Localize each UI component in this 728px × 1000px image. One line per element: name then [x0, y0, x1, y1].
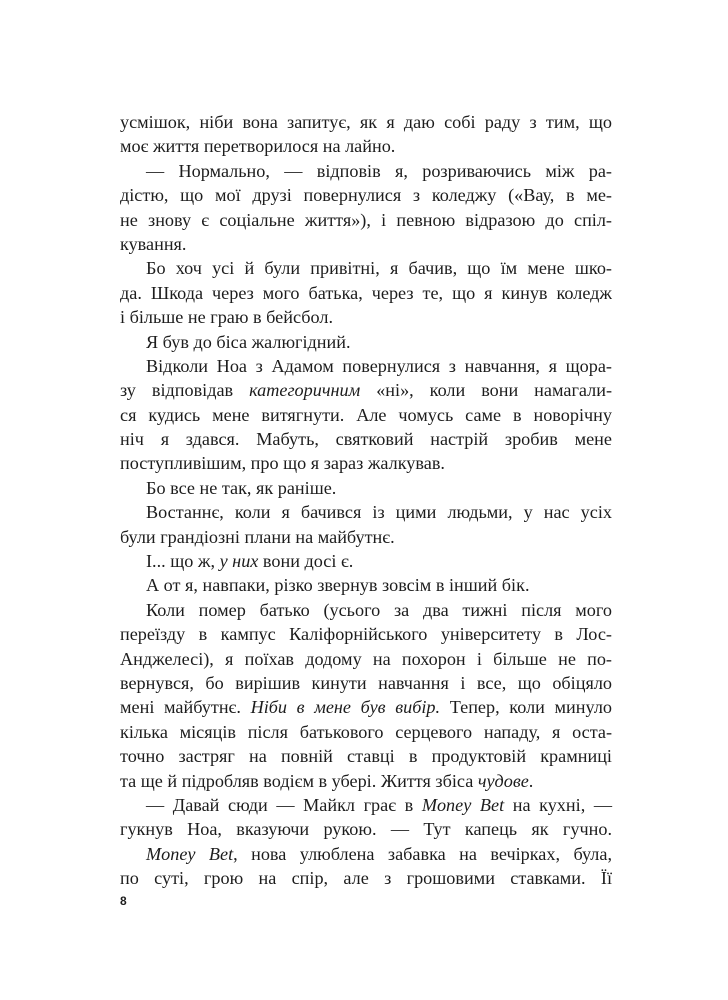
- text-line: кування.: [120, 233, 187, 254]
- text-line: зу відповідав категоричним «ні», коли вони намагали-: [120, 380, 612, 401]
- text-line: Я був до біса жалюгідний.: [146, 331, 351, 352]
- text-line: були грандіозні плани на майбутнє.: [120, 526, 395, 547]
- text-line: Анджелесі), я поїхав додому на похорон і більше не по-: [120, 648, 612, 669]
- body-text: [120, 110, 612, 891]
- text-line: дістю, що мої друзі повернулися з коледжу («Вау, в ме-: [120, 185, 612, 206]
- text-line: ніч я здався. Мабуть, святковий настрій зробив мене: [120, 429, 612, 450]
- text-line: та ще й підробляв водієм в убері. Життя збіса чудове.: [120, 770, 534, 791]
- italic-phrase: Ніби в мене був вибір.: [250, 697, 441, 718]
- text-line: переїзду в кампус Каліфорнійського університету в Лос-: [120, 624, 612, 645]
- italic-phrase: Money Bet: [146, 843, 234, 864]
- text-line: Money Bet, нова улюблена забавка на вечірках, була,: [146, 843, 612, 864]
- text-line: А от я, навпаки, різко звернув зовсім в інший бік.: [146, 575, 530, 596]
- text-line: гукнув Ноа, вказуючи рукою. — Тут капець як гучно.: [120, 819, 612, 840]
- text-line: — Давай сюди — Майкл грає в Money Bet на кухні, —: [146, 794, 613, 815]
- text-line: усмішок, ніби вона запитує, як я даю собі раду з тим, що: [120, 112, 612, 132]
- text-line: Відколи Ноа з Адамом повернулися з навчання, я щора-: [146, 355, 612, 376]
- text-line: точно застряг на повній ставці в продуктовій крамниці: [120, 746, 612, 767]
- text-line: Востаннє, коли я бачився із цими людьми, у нас усіх: [146, 502, 612, 523]
- italic-phrase: Money Bet: [421, 794, 505, 815]
- text-line: да. Шкода через мого батька, через те, що я кинув коледж: [120, 282, 612, 303]
- italic-phrase: чудове: [477, 770, 529, 791]
- text-line: Бо все не так, як раніше.: [146, 477, 337, 498]
- text-line: мені майбутнє. Ніби в мене був вибір. Тепер, коли минуло: [120, 697, 612, 718]
- text-line: не знову є соціальне життя»), і певною відразою до спіл-: [120, 209, 612, 230]
- text-line: моє життя перетворилося на лайно.: [120, 136, 396, 157]
- text-line: Коли помер батько (усього за два тижні після мого: [146, 599, 612, 620]
- text-line: — Нормально, — відповів я, розриваючись між ра-: [146, 160, 612, 181]
- text-line: по суті, грою на спір, але з грошовими ставками. Її: [120, 868, 612, 889]
- italic-phrase: у них: [219, 551, 259, 572]
- text-line: Бо хоч усі й були привітні, я бачив, що їм мене шко-: [146, 258, 612, 279]
- text-line: кілька місяців після батькового серцевого нападу, я оста-: [120, 721, 612, 742]
- text-line: І... що ж, у них вони досі є.: [146, 551, 354, 572]
- text-line: поступливішим, про що я зараз жалкував.: [120, 453, 445, 474]
- text-line: ся кудись мене витягнути. Але чомусь саме в новорічну: [120, 404, 612, 425]
- page-number: 8: [120, 894, 127, 908]
- italic-phrase: категоричним: [249, 380, 361, 401]
- text-line: і більше не граю в бейсбол.: [120, 307, 333, 328]
- text-line: вернувся, бо вирішив кинути навчання і все, що обіцяло: [120, 672, 612, 693]
